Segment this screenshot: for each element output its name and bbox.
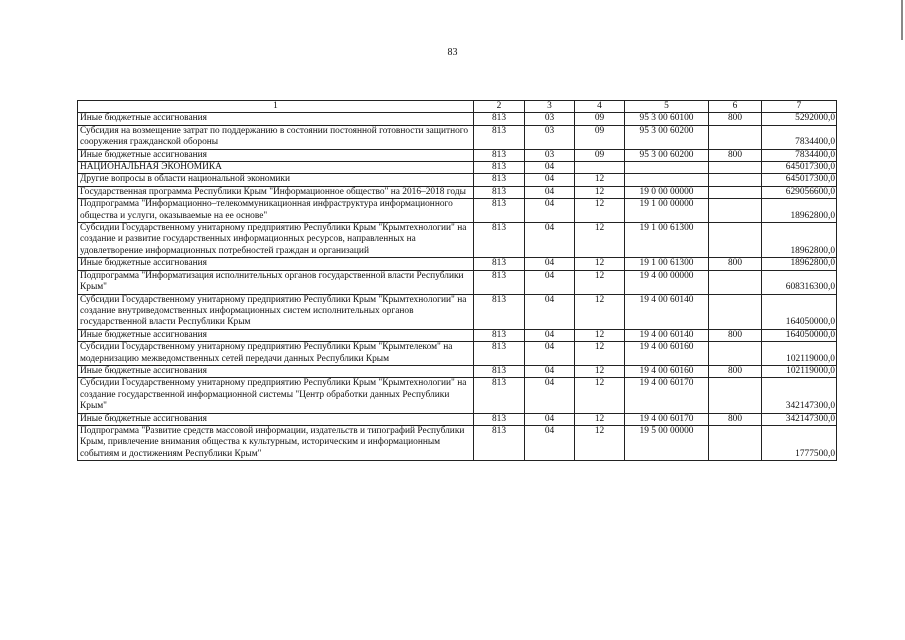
row-expense-type-cell — [709, 378, 762, 413]
table-row — [78, 258, 837, 270]
table-row — [78, 186, 837, 198]
row-amount-cell: 18962800,0 — [762, 199, 837, 223]
row-section-cell: 04 — [525, 365, 575, 377]
page-number: 83 — [447, 47, 458, 58]
row-target-cell: 19 4 00 60170 — [625, 413, 709, 425]
row-amount-cell: 5292000,0 — [762, 113, 837, 125]
row-target-cell: 19 1 00 61300 — [625, 258, 709, 270]
row-section-cell: 04 — [525, 378, 575, 413]
row-expense-type-cell — [709, 223, 762, 258]
row-code-cell: 813 — [474, 329, 525, 341]
row-name-cell: НАЦИОНАЛЬНАЯ ЭКОНОМИКА — [78, 162, 474, 174]
row-expense-type-cell: 800 — [709, 258, 762, 270]
row-code-cell: 813 — [474, 186, 525, 198]
row-code-cell: 813 — [474, 258, 525, 270]
row-section-cell: 04 — [525, 174, 575, 186]
row-section-cell: 04 — [525, 413, 575, 425]
table-row — [78, 365, 837, 377]
table-row — [78, 149, 837, 161]
row-expense-type-cell — [709, 342, 762, 366]
table-row — [78, 270, 837, 294]
row-code-cell: 813 — [474, 294, 525, 329]
row-section-cell: 04 — [525, 342, 575, 366]
row-code-cell: 813 — [474, 365, 525, 377]
row-target-cell: 19 5 00 00000 — [625, 425, 709, 460]
row-expense-type-cell — [709, 174, 762, 186]
row-code-cell: 813 — [474, 270, 525, 294]
header-cell: 7 — [762, 101, 837, 113]
row-amount-cell: 18962800,0 — [762, 223, 837, 258]
row-target-cell: 19 4 00 60160 — [625, 365, 709, 377]
row-subsection-cell: 12 — [575, 270, 625, 294]
header-cell: 6 — [709, 101, 762, 113]
row-amount-cell: 164050000,0 — [762, 329, 837, 341]
row-section-cell: 03 — [525, 113, 575, 125]
row-name-cell: Подпрограмма "Информационно–телекоммуникационная инфраструктура информационного общества и услуги, оказываемые на ее основе" — [78, 199, 474, 223]
row-expense-type-cell — [709, 125, 762, 149]
row-section-cell: 03 — [525, 125, 575, 149]
table-row — [78, 425, 837, 460]
row-section-cell: 04 — [525, 199, 575, 223]
row-name-cell: Подпрограмма "Информатизация исполнительных органов государственной власти Республики Крым" — [78, 270, 474, 294]
header-cell: 5 — [625, 101, 709, 113]
row-expense-type-cell — [709, 199, 762, 223]
row-amount-cell: 342147300,0 — [762, 413, 837, 425]
table-header-row — [78, 101, 837, 113]
row-amount-cell: 1777500,0 — [762, 425, 837, 460]
row-code-cell: 813 — [474, 378, 525, 413]
budget-table — [77, 100, 837, 461]
row-target-cell — [625, 162, 709, 174]
row-expense-type-cell — [709, 162, 762, 174]
row-subsection-cell: 12 — [575, 174, 625, 186]
row-name-cell: Иные бюджетные ассигнования — [78, 413, 474, 425]
row-subsection-cell: 12 — [575, 413, 625, 425]
row-code-cell: 813 — [474, 162, 525, 174]
row-subsection-cell: 12 — [575, 329, 625, 341]
header-cell: 1 — [78, 101, 474, 113]
row-expense-type-cell — [709, 425, 762, 460]
row-code-cell: 813 — [474, 174, 525, 186]
table-row — [78, 199, 837, 223]
row-code-cell: 813 — [474, 413, 525, 425]
row-subsection-cell — [575, 162, 625, 174]
row-target-cell: 19 4 00 60160 — [625, 342, 709, 366]
row-target-cell: 19 4 00 60140 — [625, 329, 709, 341]
row-target-cell: 95 3 00 60100 — [625, 113, 709, 125]
row-amount-cell: 102119000,0 — [762, 342, 837, 366]
table-row — [78, 413, 837, 425]
table-row — [78, 113, 837, 125]
row-name-cell: Государственная программа Республики Крым "Информационное общество" на 2016–2018 годы — [78, 186, 474, 198]
row-section-cell: 03 — [525, 149, 575, 161]
row-code-cell: 813 — [474, 199, 525, 223]
row-name-cell: Другие вопросы в области национальной экономики — [78, 174, 474, 186]
row-amount-cell: 102119000,0 — [762, 365, 837, 377]
scan-edge-mark — [901, 0, 903, 40]
table-row — [78, 223, 837, 258]
row-code-cell: 813 — [474, 125, 525, 149]
row-code-cell: 813 — [474, 149, 525, 161]
row-subsection-cell: 12 — [575, 199, 625, 223]
row-name-cell: Субсидии Государственному унитарному предприятию Республики Крым "Крымтехнологии" на создание и развитие государственных информационных ресурсов, направленных на удовлетворение информационных потребностей граждан и организаций — [78, 223, 474, 258]
row-target-cell: 19 1 00 61300 — [625, 223, 709, 258]
table-row — [78, 342, 837, 366]
row-expense-type-cell — [709, 294, 762, 329]
row-target-cell: 95 3 00 60200 — [625, 149, 709, 161]
row-name-cell: Субсидия на возмещение затрат по поддержанию в состоянии постоянной готовности защитного сооружения гражданской обороны — [78, 125, 474, 149]
row-name-cell: Субсидии Государственному унитарному предприятию Республики Крым "Крымтехнологии" на создание внутриведомственных информационных систем исполнительных органов государственной власти Республики Крым — [78, 294, 474, 329]
row-amount-cell: 645017300,0 — [762, 174, 837, 186]
row-section-cell: 04 — [525, 186, 575, 198]
row-section-cell: 04 — [525, 223, 575, 258]
row-code-cell: 813 — [474, 223, 525, 258]
row-subsection-cell: 12 — [575, 342, 625, 366]
row-subsection-cell: 12 — [575, 258, 625, 270]
row-expense-type-cell: 800 — [709, 329, 762, 341]
row-section-cell: 04 — [525, 329, 575, 341]
row-subsection-cell: 12 — [575, 186, 625, 198]
row-section-cell: 04 — [525, 425, 575, 460]
row-section-cell: 04 — [525, 294, 575, 329]
table-row — [78, 329, 837, 341]
row-amount-cell: 18962800,0 — [762, 258, 837, 270]
row-section-cell: 04 — [525, 162, 575, 174]
row-target-cell: 19 1 00 00000 — [625, 199, 709, 223]
row-name-cell: Иные бюджетные ассигнования — [78, 113, 474, 125]
row-subsection-cell: 09 — [575, 113, 625, 125]
row-expense-type-cell — [709, 270, 762, 294]
row-expense-type-cell: 800 — [709, 113, 762, 125]
row-target-cell: 19 4 00 60170 — [625, 378, 709, 413]
table-row — [78, 378, 837, 413]
row-subsection-cell: 12 — [575, 223, 625, 258]
row-target-cell: 19 4 00 60140 — [625, 294, 709, 329]
row-expense-type-cell: 800 — [709, 149, 762, 161]
table-row — [78, 294, 837, 329]
row-amount-cell: 7834400,0 — [762, 125, 837, 149]
row-target-cell: 19 4 00 00000 — [625, 270, 709, 294]
row-name-cell: Подпрограмма "Развитие средств массовой информации, издательств и типографий Республики Крым, привлечение внимания общества к культурным, историческим и информационным событиям и достижениям Республики Крым" — [78, 425, 474, 460]
row-amount-cell: 7834400,0 — [762, 149, 837, 161]
row-subsection-cell: 12 — [575, 294, 625, 329]
row-section-cell: 04 — [525, 270, 575, 294]
row-name-cell: Иные бюджетные ассигнования — [78, 365, 474, 377]
table-row — [78, 174, 837, 186]
row-expense-type-cell: 800 — [709, 413, 762, 425]
row-code-cell: 813 — [474, 425, 525, 460]
row-name-cell: Иные бюджетные ассигнования — [78, 329, 474, 341]
row-name-cell: Субсидии Государственному унитарному предприятию Республики Крым "Крымтехнологии" на создание государственной информационной системы "Центр обработки данных Республики Крым" — [78, 378, 474, 413]
row-amount-cell: 164050000,0 — [762, 294, 837, 329]
row-name-cell: Субсидии Государственному унитарному предприятию Республики Крым "Крымтелеком" на модернизацию межведомственных сетей передачи данных Республики Крым — [78, 342, 474, 366]
header-cell: 3 — [525, 101, 575, 113]
row-subsection-cell: 12 — [575, 425, 625, 460]
table-row — [78, 162, 837, 174]
header-cell: 2 — [474, 101, 525, 113]
row-section-cell: 04 — [525, 258, 575, 270]
row-subsection-cell: 12 — [575, 365, 625, 377]
header-cell: 4 — [575, 101, 625, 113]
row-subsection-cell: 09 — [575, 125, 625, 149]
row-name-cell: Иные бюджетные ассигнования — [78, 258, 474, 270]
row-subsection-cell: 12 — [575, 378, 625, 413]
row-amount-cell: 342147300,0 — [762, 378, 837, 413]
row-name-cell: Иные бюджетные ассигнования — [78, 149, 474, 161]
row-target-cell — [625, 174, 709, 186]
row-target-cell: 95 3 00 60200 — [625, 125, 709, 149]
row-expense-type-cell: 800 — [709, 365, 762, 377]
row-code-cell: 813 — [474, 113, 525, 125]
row-code-cell: 813 — [474, 342, 525, 366]
row-amount-cell: 608316300,0 — [762, 270, 837, 294]
row-amount-cell: 645017300,0 — [762, 162, 837, 174]
table-row — [78, 125, 837, 149]
row-subsection-cell: 09 — [575, 149, 625, 161]
row-amount-cell: 629056600,0 — [762, 186, 837, 198]
row-target-cell: 19 0 00 00000 — [625, 186, 709, 198]
row-expense-type-cell — [709, 186, 762, 198]
